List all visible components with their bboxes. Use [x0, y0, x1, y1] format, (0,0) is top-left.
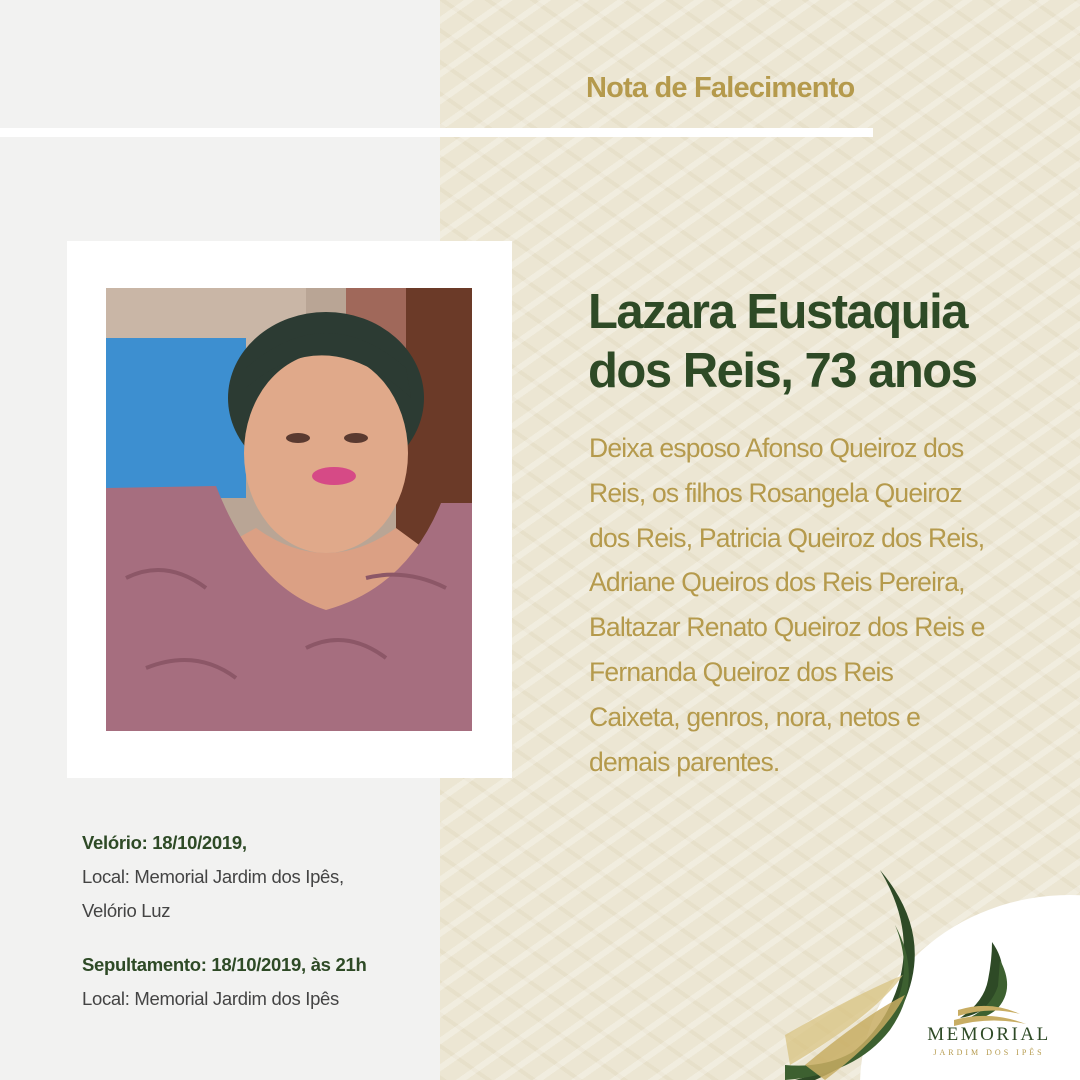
sepultamento-location: Local: Memorial Jardim dos Ipês [82, 988, 339, 1009]
flame-leaf-logo-icon [950, 940, 1030, 1030]
divider [0, 128, 873, 137]
brand-subtitle: JARDIM DOS IPÊS [933, 1048, 1045, 1057]
portrait-illustration [106, 288, 472, 731]
brand-name: MEMORIAL [927, 1024, 1051, 1045]
velorio-info [82, 826, 442, 928]
velorio-location: Local: Memorial Jardim dos Ipês, [82, 866, 344, 887]
sepultamento-date: Sepultamento: 18/10/2019, às 21h [82, 954, 367, 975]
velorio-room: Velório Luz [82, 900, 171, 921]
decorative-swoosh-icon [785, 865, 935, 1080]
portrait-photo [106, 288, 472, 731]
family-message: Deixa esposo Afonso Queiroz dos Reis, os filhos Rosangela Queiroz dos Reis, Patricia Queiroz dos Reis, Adriane Queiros dos Reis Pereira, Baltazar Renato Queiroz dos Reis e Fernanda Queiroz dos Reis Caixeta, genros, nora, netos e demais parentes. [589, 433, 985, 777]
sepultamento-info [82, 948, 442, 1016]
page-title: Nota de Falecimento [586, 72, 855, 104]
velorio-date: Velório: 18/10/2019, [82, 832, 247, 853]
deceased-name: Lazara Eustaquia dos Reis, 73 anos [588, 285, 977, 398]
